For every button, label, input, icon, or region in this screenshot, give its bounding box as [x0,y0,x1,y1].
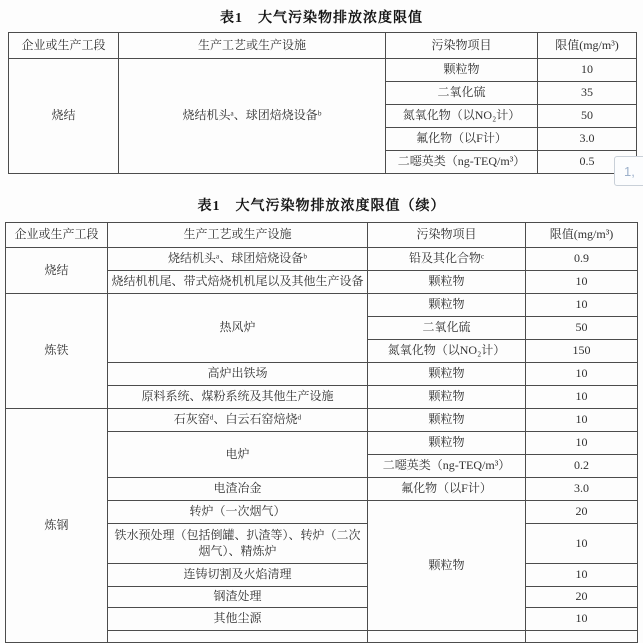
cell-pollutant: 颗粒物 [368,501,526,631]
header-limit: 限值(mg/m³) [526,223,638,248]
table-row [6,409,638,432]
cell-limit: 50 [538,105,637,128]
cell-limit: 10 [526,524,638,564]
cell-pollutant: 颗粒物 [368,294,526,317]
cell-pollutant: 氟化物（以F计） [386,128,538,151]
cell-pollutant: 氮氧化物（以NO₂计） [368,340,526,363]
cell-limit [526,631,638,643]
cell-pollutant: 氟化物（以F计） [368,478,526,501]
cell-limit: 0.5 [538,151,637,174]
cell-pollutant: 颗粒物 [368,363,526,386]
cell-pollutant: 颗粒物 [368,432,526,455]
header-pollutant: 污染物项目 [386,33,538,59]
cell-process: 连铸切割及火焰清理 [108,564,368,587]
cell-pollutant: 氮氧化物（以NO₂计） [386,105,538,128]
cell-pollutant: 颗粒物 [368,386,526,409]
cell-process [108,631,368,643]
cell-limit: 20 [526,501,638,524]
cell-section: 烧结 [9,59,119,174]
cell-section: 炼铁 [6,294,108,409]
cell-pollutant [368,631,526,643]
cell-process: 烧结机机尾、带式焙烧机机尾以及其他生产设备 [108,271,368,294]
cell-pollutant: 二氧化硫 [368,317,526,340]
cell-pollutant: 二噁英类（ng-TEQ/m³） [386,151,538,174]
cell-limit: 10 [526,386,638,409]
cell-limit: 20 [526,587,638,608]
cell-limit: 10 [538,59,637,82]
header-process: 生产工艺或生产设施 [119,33,386,59]
table-row [9,59,637,82]
cell-process: 钢渣处理 [108,587,368,608]
cell-process: 转炉（一次烟气） [108,501,368,524]
cell-pollutant: 颗粒物 [368,271,526,294]
table-row [6,294,638,317]
cell-limit: 0.9 [526,248,638,271]
corner-page-badge: 1, [614,156,643,186]
cell-limit: 10 [526,271,638,294]
cell-limit: 50 [526,317,638,340]
cell-limit: 0.2 [526,455,638,478]
emission-limits-table-continued [5,222,638,643]
cell-limit: 150 [526,340,638,363]
cell-process: 石灰窑ᵈ、白云石窑焙烧ᵈ [108,409,368,432]
cell-limit: 10 [526,409,638,432]
table1-header-row [9,33,637,59]
cell-limit: 10 [526,608,638,631]
cell-section: 烧结 [6,248,108,294]
cell-section: 炼钢 [6,409,108,643]
emission-limits-table [8,32,637,174]
cell-process: 烧结机头ᵃ、球团焙烧设备ᵇ [119,59,386,174]
cell-limit: 3.0 [526,478,638,501]
cell-process: 原料系统、煤粉系统及其他生产设施 [108,386,368,409]
table1-title: 表1 大气污染物排放浓度限值 [220,11,423,26]
table2-title: 表1 大气污染物排放浓度限值（续） [197,199,446,214]
header-pollutant: 污染物项目 [368,223,526,248]
cell-process: 铁水预处理（包括倒罐、扒渣等）、转炉（二次烟气）、精炼炉 [108,524,368,564]
table2-header-row [6,223,638,248]
table-row [6,248,638,271]
header-enterprise: 企业或生产工段 [9,33,119,59]
header-enterprise: 企业或生产工段 [6,223,108,248]
cell-limit: 10 [526,564,638,587]
cell-process: 电炉 [108,432,368,478]
cell-limit: 10 [526,294,638,317]
cell-pollutant: 颗粒物 [386,59,538,82]
cell-pollutant: 颗粒物 [368,409,526,432]
cell-pollutant: 二噁英类（ng-TEQ/m³） [368,455,526,478]
cell-limit: 3.0 [538,128,637,151]
cell-limit: 35 [538,82,637,105]
header-limit: 限值(mg/m³) [538,33,637,59]
cell-limit: 10 [526,432,638,455]
cell-pollutant: 铅及其化合物ᶜ [368,248,526,271]
header-process: 生产工艺或生产设施 [108,223,368,248]
cell-limit: 10 [526,363,638,386]
cell-process: 电渣冶金 [108,478,368,501]
cell-pollutant: 二氧化硫 [386,82,538,105]
cell-process: 其他尘源 [108,608,368,631]
cell-process: 热风炉 [108,294,368,363]
cell-process: 烧结机头ᵃ、球团焙烧设备ᵇ [108,248,368,271]
cell-process: 高炉出铁场 [108,363,368,386]
